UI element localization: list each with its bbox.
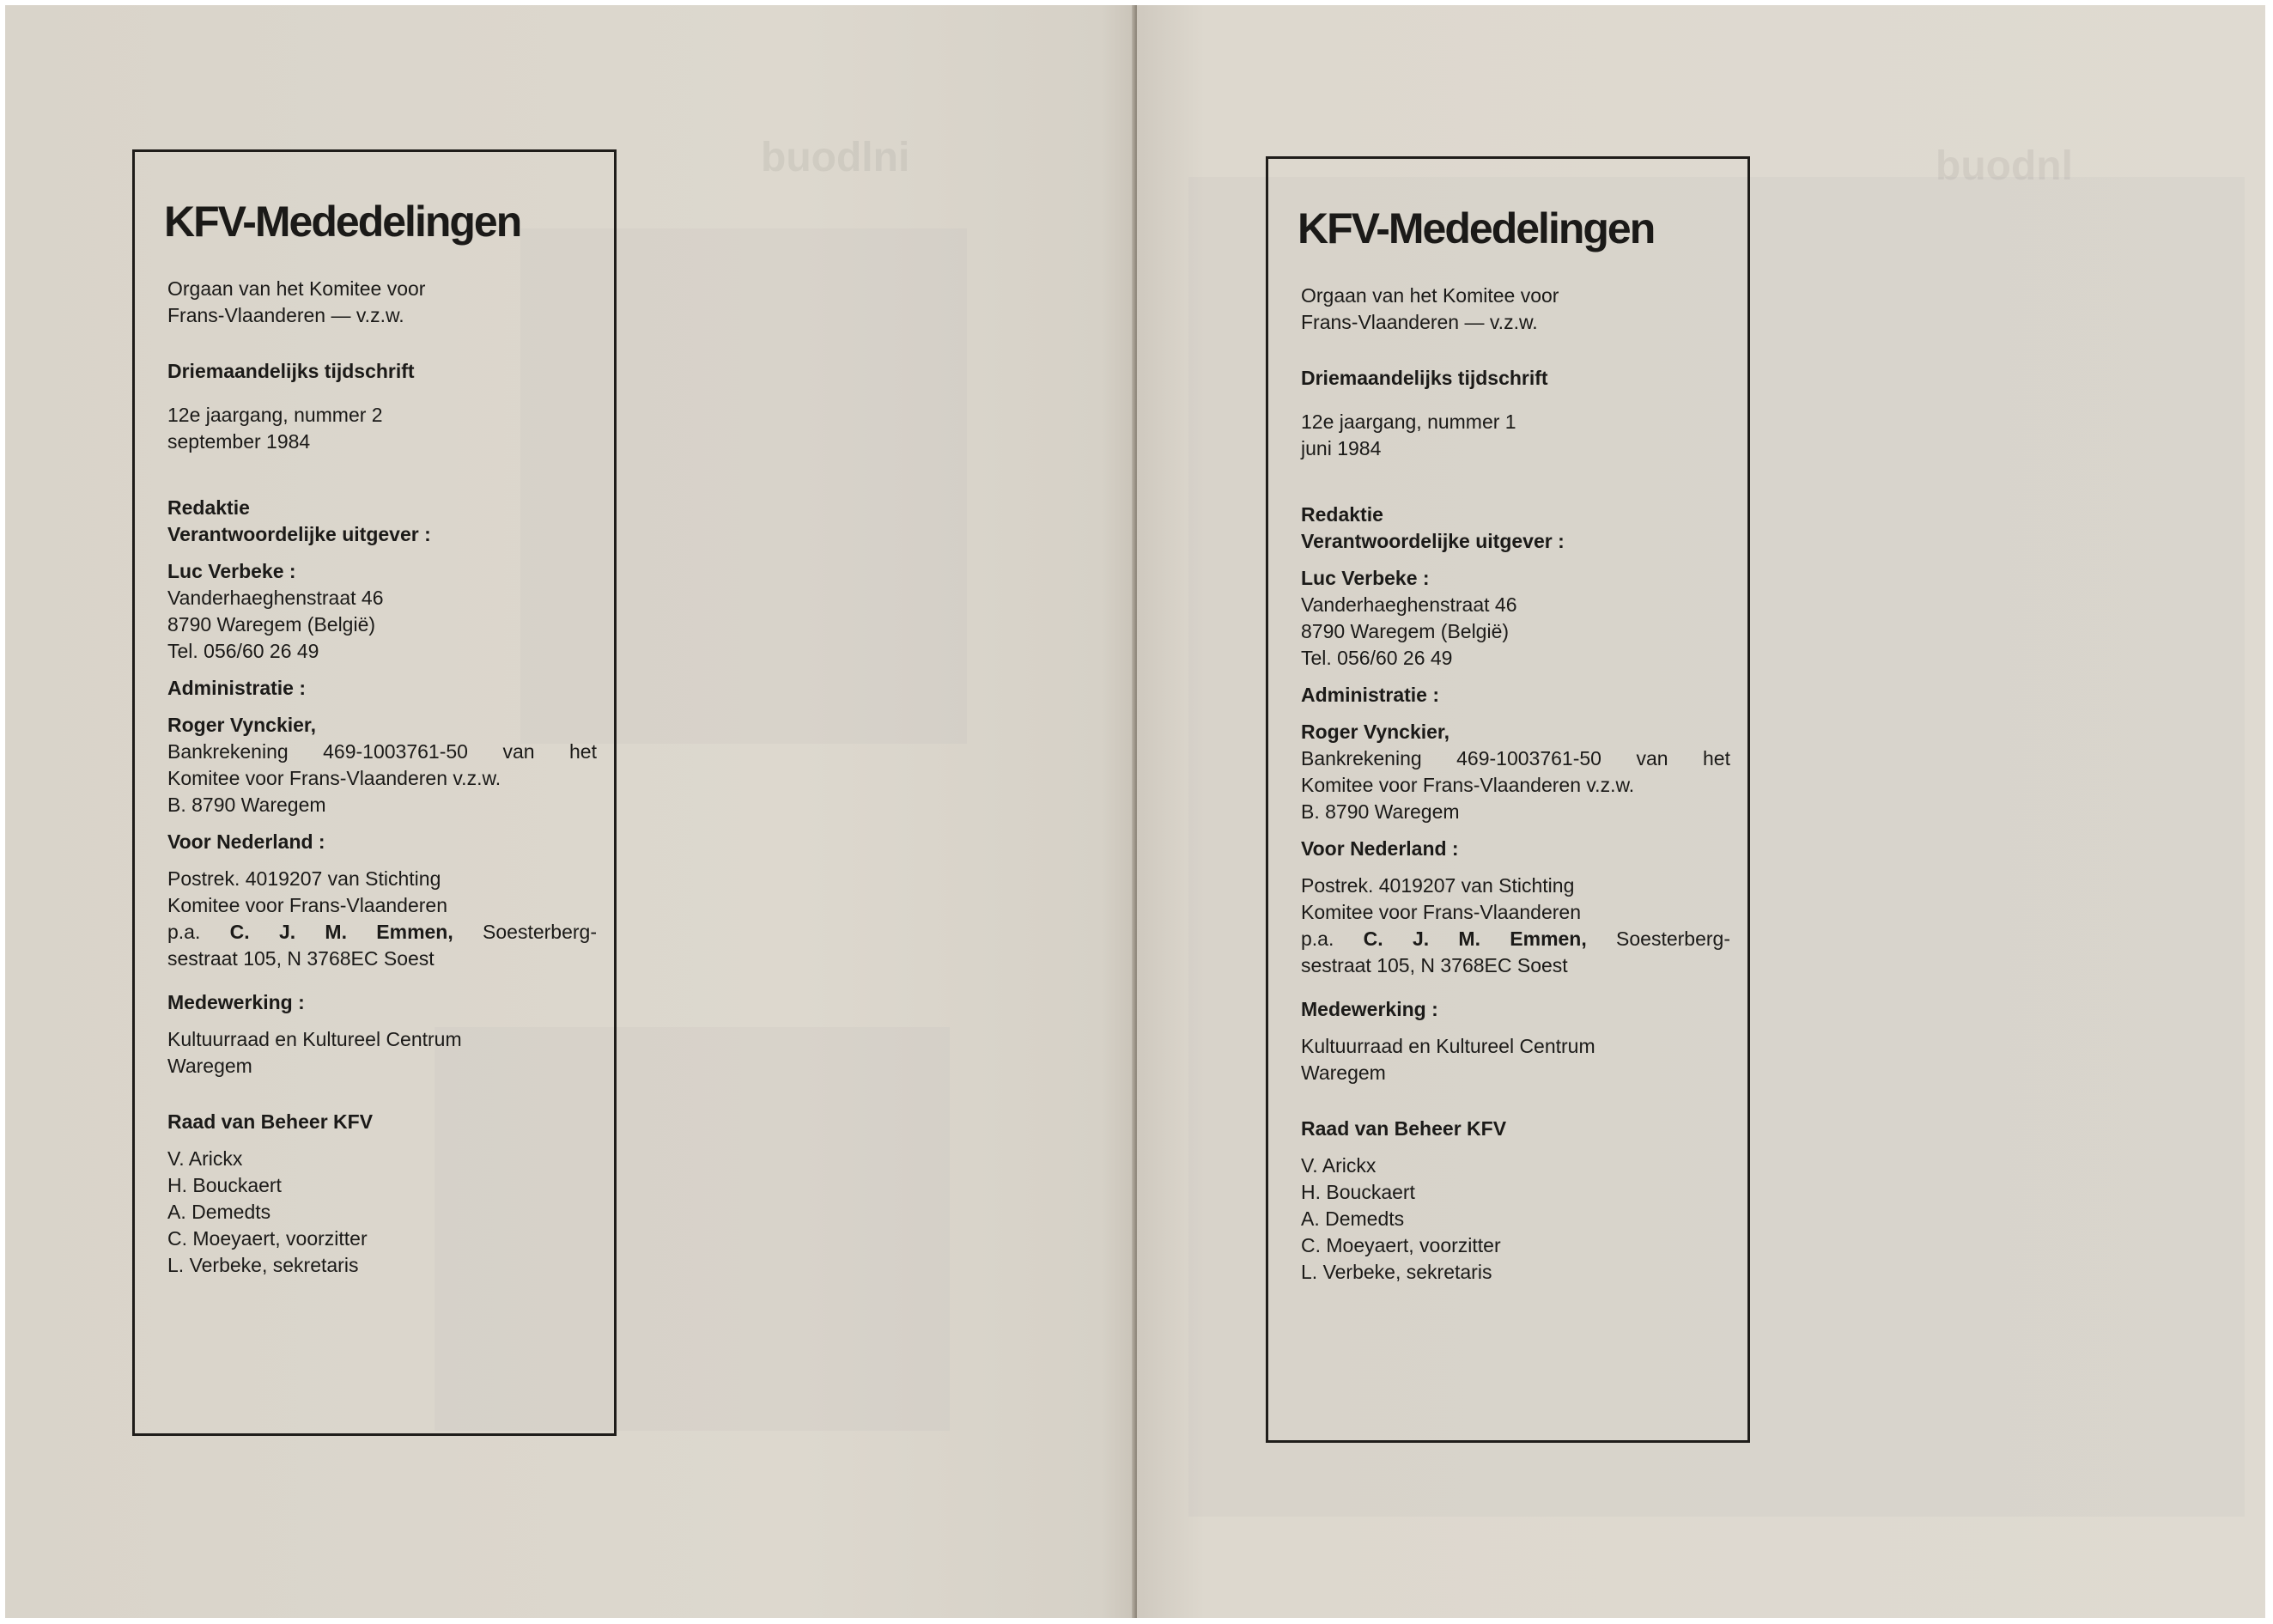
- phone-line: Tel. 056/60 26 49: [1301, 647, 1453, 669]
- issue-line: 12e jaargang, nummer 2: [167, 404, 383, 426]
- organ-line: Orgaan van het Komitee voor: [1301, 284, 1559, 307]
- address-line: Vanderhaeghenstraat 46: [1301, 593, 1517, 616]
- admin-line: Komitee voor Frans-Vlaanderen v.z.w.: [167, 767, 501, 789]
- phone-line: Tel. 056/60 26 49: [167, 640, 319, 662]
- nl-contact-line: [1301, 926, 1730, 952]
- right-page: [1137, 5, 2265, 1618]
- bank-line: Bankrekening 469-1003761-50 van het: [1301, 747, 1730, 769]
- publisher-name: Luc Verbeke :: [167, 560, 296, 582]
- board-member: A. Demedts: [1301, 1207, 1405, 1230]
- colophon-box: [132, 149, 617, 1436]
- organ-line: Frans-Vlaanderen — v.z.w.: [167, 304, 404, 326]
- redaktie-heading: Redaktie: [167, 496, 250, 519]
- board-heading: Raad van Beheer KFV: [167, 1110, 374, 1133]
- admin-line: Komitee voor Frans-Vlaanderen v.z.w.: [1301, 774, 1635, 796]
- pa-prefix: p.a.: [167, 921, 201, 943]
- medewerking-heading: Medewerking :: [167, 991, 305, 1013]
- colophon-box: [1266, 156, 1750, 1443]
- frequency-label: Driemaandelijks tijdschrift: [167, 360, 415, 382]
- board-member: V. Arickx: [167, 1147, 243, 1170]
- nl-address-line: sestraat 105, N 3768EC Soest: [1301, 954, 1568, 976]
- organ-line: Orgaan van het Komitee voor: [167, 277, 426, 300]
- address-line: 8790 Waregem (België): [1301, 620, 1510, 642]
- street-start: Soesterberg-: [483, 921, 598, 943]
- address-line: Vanderhaeghenstraat 46: [167, 587, 384, 609]
- magazine-title: KFV-Mededelingen: [164, 198, 521, 246]
- admin-heading: Administratie :: [1301, 684, 1440, 706]
- issue-line: 12e jaargang, nummer 1: [1301, 411, 1516, 433]
- board-member: C. Moeyaert, voorzitter: [167, 1227, 368, 1250]
- medewerking-line: Kultuurraad en Kultureel Centrum: [167, 1028, 462, 1050]
- nl-address-line: sestraat 105, N 3768EC Soest: [167, 947, 435, 970]
- bleed-through-text: buodnl: [1936, 143, 2073, 189]
- nl-contact-line: [167, 919, 597, 946]
- nl-heading: Voor Nederland :: [1301, 837, 1459, 860]
- bleed-through-text: buodlni: [761, 135, 910, 180]
- admin-heading: Administratie :: [167, 677, 307, 699]
- medewerking-line: Waregem: [1301, 1061, 1386, 1084]
- nl-line: Komitee voor Frans-Vlaanderen: [1301, 901, 1581, 923]
- contact-name: C. J. M. Emmen,: [229, 921, 453, 943]
- board-heading: Raad van Beheer KFV: [1301, 1117, 1507, 1140]
- board-member: H. Bouckaert: [167, 1174, 282, 1196]
- redaktie-heading: Redaktie: [1301, 503, 1383, 526]
- admin-name: Roger Vynckier,: [1301, 721, 1450, 743]
- left-page: [5, 5, 1135, 1618]
- nl-heading: Voor Nederland :: [167, 830, 325, 853]
- address-line: 8790 Waregem (België): [167, 613, 376, 636]
- frequency-label: Driemaandelijks tijdschrift: [1301, 367, 1548, 389]
- medewerking-heading: Medewerking :: [1301, 998, 1438, 1020]
- issue-date: september 1984: [167, 430, 311, 453]
- publisher-heading: Verantwoordelijke uitgever :: [167, 523, 431, 545]
- bank-line: Bankrekening 469-1003761-50 van het: [167, 740, 597, 763]
- nl-line: Postrek. 4019207 van Stichting: [167, 867, 441, 890]
- medewerking-line: Kultuurraad en Kultureel Centrum: [1301, 1035, 1595, 1057]
- magazine-title: KFV-Mededelingen: [1298, 204, 1655, 252]
- medewerking-line: Waregem: [167, 1055, 252, 1077]
- nl-line: Postrek. 4019207 van Stichting: [1301, 874, 1575, 897]
- board-member: H. Bouckaert: [1301, 1181, 1415, 1203]
- board-member: A. Demedts: [167, 1201, 271, 1223]
- admin-name: Roger Vynckier,: [167, 714, 317, 736]
- board-member: V. Arickx: [1301, 1154, 1377, 1177]
- nl-line: Komitee voor Frans-Vlaanderen: [167, 894, 447, 916]
- admin-line: B. 8790 Waregem: [1301, 800, 1460, 823]
- organ-line: Frans-Vlaanderen — v.z.w.: [1301, 311, 1538, 333]
- street-start: Soesterberg-: [1616, 928, 1731, 950]
- publisher-heading: Verantwoordelijke uitgever :: [1301, 530, 1565, 552]
- magazine-spread: [5, 5, 2265, 1618]
- admin-line: B. 8790 Waregem: [167, 794, 326, 816]
- board-member: C. Moeyaert, voorzitter: [1301, 1234, 1501, 1256]
- issue-date: juni 1984: [1301, 437, 1382, 459]
- contact-name: C. J. M. Emmen,: [1363, 928, 1587, 950]
- publisher-name: Luc Verbeke :: [1301, 567, 1430, 589]
- board-member: L. Verbeke, sekretaris: [1301, 1261, 1492, 1283]
- pa-prefix: p.a.: [1301, 928, 1334, 950]
- board-member: L. Verbeke, sekretaris: [167, 1254, 359, 1276]
